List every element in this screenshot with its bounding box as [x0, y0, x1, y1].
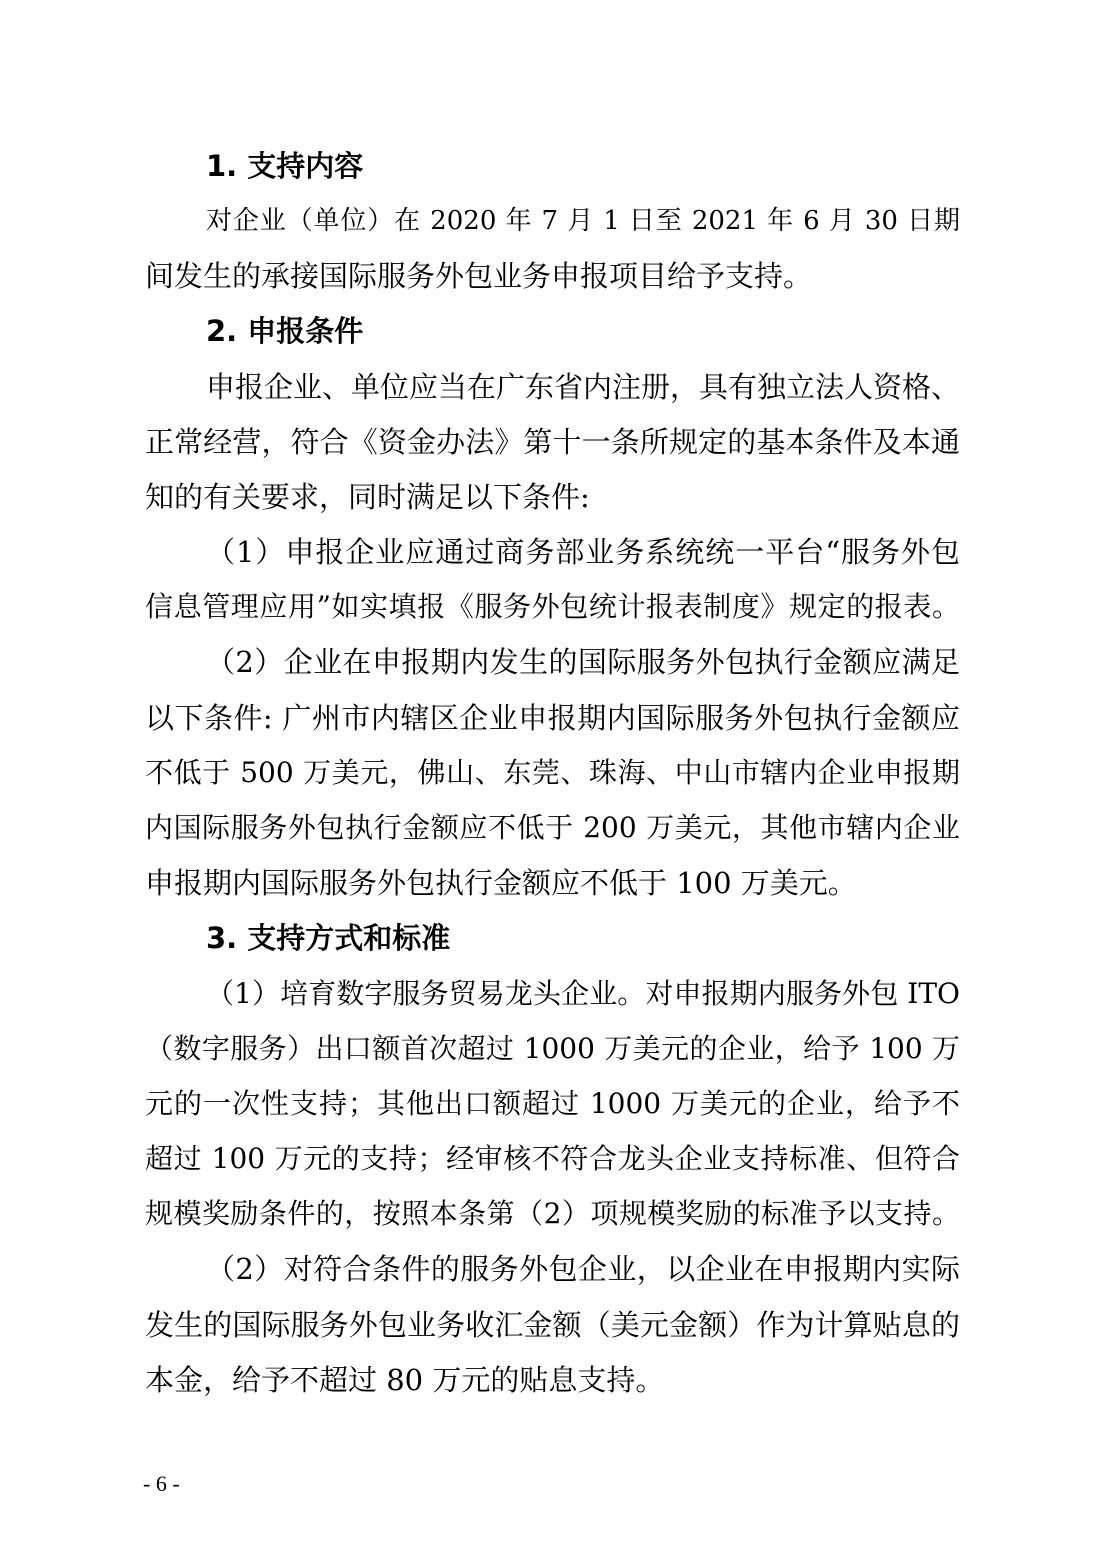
paragraph-line: 元的一次性支持；其他出口额超过 1000 万美元的企业，给予不 — [145, 1087, 960, 1120]
paragraph-line: 申报期内国际服务外包执行金额应不低于 100 万美元。 — [145, 866, 857, 900]
page-number: - 6 - — [143, 1471, 180, 1496]
paragraph-line: （2）企业在申报期内发生的国际服务外包执行金额应满足 — [206, 645, 960, 679]
section-heading-support-method: 3. 支持方式和标准 — [206, 921, 451, 955]
paragraph-line: 申报企业、单位应当在广东省内注册，具有独立法人资格、 — [206, 370, 961, 404]
paragraph-line: （数字服务）出口额首次超过 1000 万美元的企业，给予 100 万 — [145, 1032, 960, 1065]
paragraph-line: 不低于 500 万美元，佛山、东莞、珠海、中山市辖内企业申报期 — [145, 756, 960, 789]
paragraph-line: 以下条件: 广州市内辖区企业申报期内国际服务外包执行金额应 — [145, 701, 960, 735]
paragraph-line: （1）培育数字服务贸易龙头企业。对申报期内服务外包 ITO — [206, 977, 960, 1010]
paragraph-line: 对企业（单位）在 2020 年 7 月 1 日至 2021 年 6 月 30 日期 — [206, 206, 960, 236]
paragraph-line: （2）对符合条件的服务外包企业，以企业在申报期内实际 — [206, 1252, 960, 1286]
paragraph-line: 超过 100 万元的支持；经审核不符合龙头企业支持标准、但符合 — [145, 1142, 960, 1175]
paragraph-line: （1）申报企业应通过商务部业务系统统一平台“服务外包 — [206, 535, 960, 569]
section-heading-application-conditions: 2. 申报条件 — [206, 314, 364, 348]
paragraph-line: 规模奖励条件的，按照本条第（2）项规模奖励的标准予以支持。 — [145, 1197, 960, 1230]
paragraph-line: 间发生的承接国际服务外包业务申报项目给予支持。 — [145, 259, 813, 293]
paragraph-line: 知的有关要求，同时满足以下条件: — [145, 480, 590, 514]
paragraph-line: 正常经营，符合《资金办法》第十一条所规定的基本条件及本通 — [145, 425, 960, 459]
paragraph-line: 本金，给予不超过 80 万元的贴息支持。 — [145, 1363, 665, 1397]
paragraph-line: 内国际服务外包执行金额应不低于 200 万美元，其他市辖内企业 — [145, 811, 960, 844]
paragraph-line: 发生的国际服务外包业务收汇金额（美元金额）作为计算贴息的 — [145, 1308, 960, 1342]
paragraph-line: 信息管理应用”如实填报《服务外包统计报表制度》规定的报表。 — [145, 590, 960, 623]
section-heading-support-content: 1. 支持内容 — [206, 149, 364, 183]
